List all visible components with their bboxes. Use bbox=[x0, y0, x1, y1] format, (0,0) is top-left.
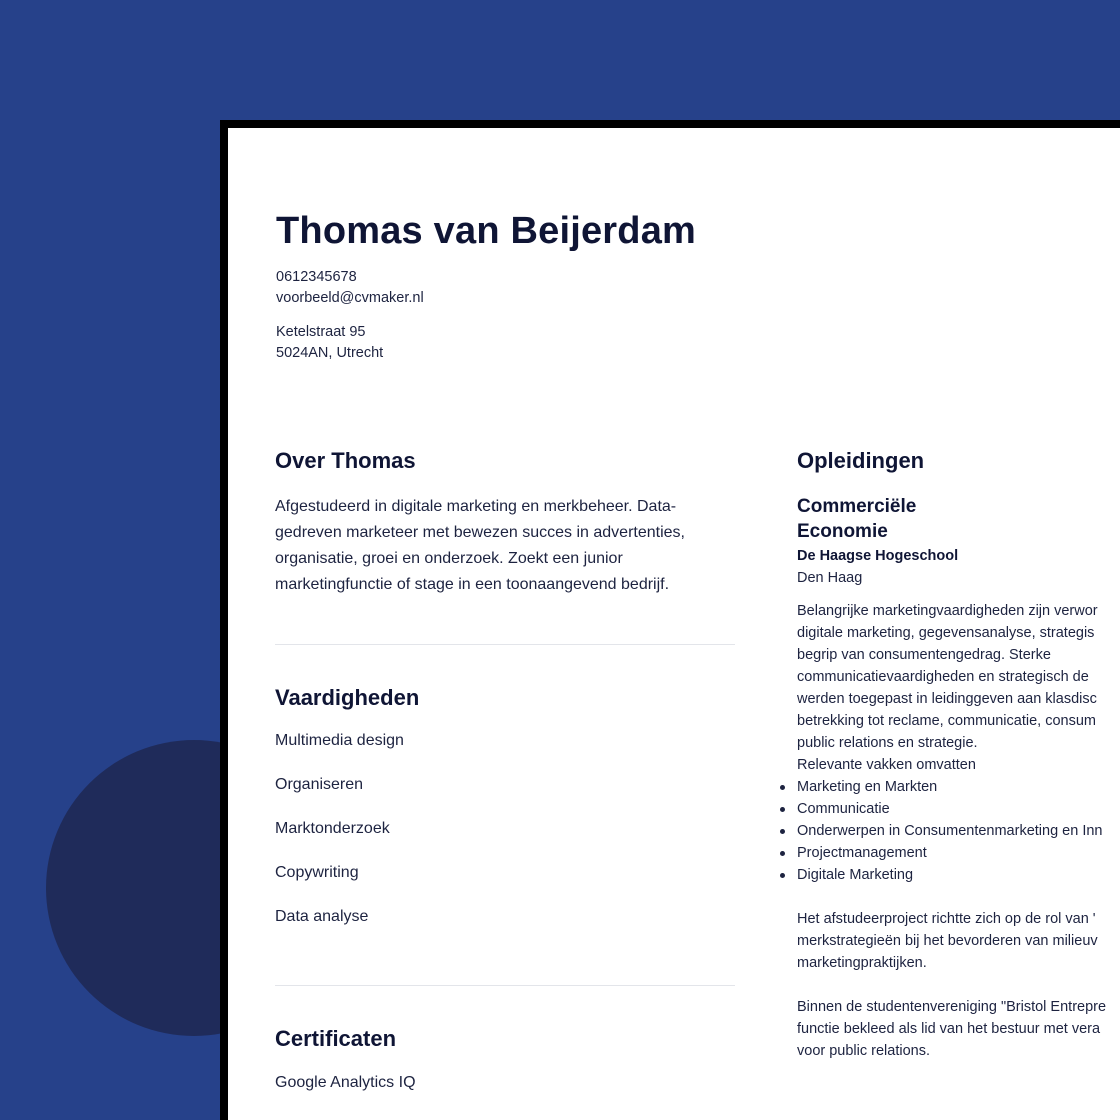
skill-item: Organiseren bbox=[275, 776, 364, 793]
society-line: functie bekleed als lid van het bestuur met vera bbox=[797, 1021, 1101, 1037]
cv-preview-frame bbox=[220, 120, 1120, 1120]
thesis-line: merkstrategieën bij het bevorderen van milieuv bbox=[797, 933, 1098, 949]
school-name: De Haagse Hogeschool bbox=[797, 548, 959, 564]
section-divider bbox=[275, 985, 735, 986]
candidate-name: Thomas van Beijerdam bbox=[276, 210, 697, 252]
description-line: communicatievaardigheden en strategisch de bbox=[797, 669, 1089, 685]
address-info bbox=[276, 322, 383, 364]
education-heading: Opleidingen bbox=[797, 448, 925, 473]
description-line: betrekking tot reclame, communicatie, consum bbox=[797, 713, 1096, 729]
course-item: Projectmanagement bbox=[797, 842, 1106, 864]
course-item: Communicatie bbox=[797, 798, 1106, 820]
skill-item: Marktonderzoek bbox=[275, 820, 390, 837]
degree-title: Commerciële Economie bbox=[797, 496, 917, 542]
email-address: voorbeeld@cvmaker.nl bbox=[276, 290, 424, 306]
thesis-line: Het afstudeerproject richtte zich op de rol van ' bbox=[797, 911, 1096, 927]
skills-list bbox=[275, 732, 404, 952]
courses-intro: Relevante vakken omvatten bbox=[797, 757, 976, 773]
thesis-line: marketingpraktijken. bbox=[797, 955, 927, 971]
education-description bbox=[797, 600, 1106, 1062]
skill-item: Data analyse bbox=[275, 908, 369, 925]
section-divider bbox=[275, 644, 735, 645]
society-line: voor public relations. bbox=[797, 1043, 930, 1059]
certificate-item: Google Analytics IQ bbox=[275, 1074, 416, 1091]
society-line: Binnen de studentenvereniging "Bristol Entrepre bbox=[797, 999, 1107, 1015]
skill-item: Multimedia design bbox=[275, 732, 404, 749]
about-heading: Over Thomas bbox=[275, 448, 416, 473]
society-paragraph bbox=[797, 996, 1106, 1062]
description-line: Belangrijke marketingvaardigheden zijn verwor bbox=[797, 603, 1098, 619]
courses-list bbox=[797, 776, 1106, 886]
contact-info bbox=[276, 267, 424, 309]
about-text: Afgestudeerd in digitale marketing en merkbeheer. Data-gedreven marketeer met bewezen succes in advertenties, organisatie, groei en onderzoek. Zoekt een junior marketingfunctie of stage in een toonaangevend bedrijf. bbox=[275, 498, 685, 593]
course-item: Digitale Marketing bbox=[797, 864, 1106, 886]
description-line: begrip van consumentengedrag. Sterke bbox=[797, 647, 1051, 663]
skills-heading: Vaardigheden bbox=[275, 685, 420, 710]
certificates-list bbox=[275, 1074, 416, 1092]
postal-city: 5024AN, Utrecht bbox=[276, 345, 384, 361]
certificates-heading: Certificaten bbox=[275, 1026, 397, 1051]
description-line: digitale marketing, gegevensanalyse, strategis bbox=[797, 625, 1095, 641]
school-city: Den Haag bbox=[797, 570, 863, 586]
street-address: Ketelstraat 95 bbox=[276, 324, 366, 340]
description-line: werden toegepast in leidinggeven aan klasdisc bbox=[797, 691, 1097, 707]
description-line: public relations en strategie. bbox=[797, 735, 978, 751]
course-item: Marketing en Markten bbox=[797, 776, 1106, 798]
cv-page bbox=[228, 128, 1120, 1120]
course-item: Onderwerpen in Consumentenmarketing en Inn bbox=[797, 820, 1106, 842]
skill-item: Copywriting bbox=[275, 864, 359, 881]
phone-number: 0612345678 bbox=[276, 269, 357, 285]
thesis-paragraph bbox=[797, 908, 1106, 974]
